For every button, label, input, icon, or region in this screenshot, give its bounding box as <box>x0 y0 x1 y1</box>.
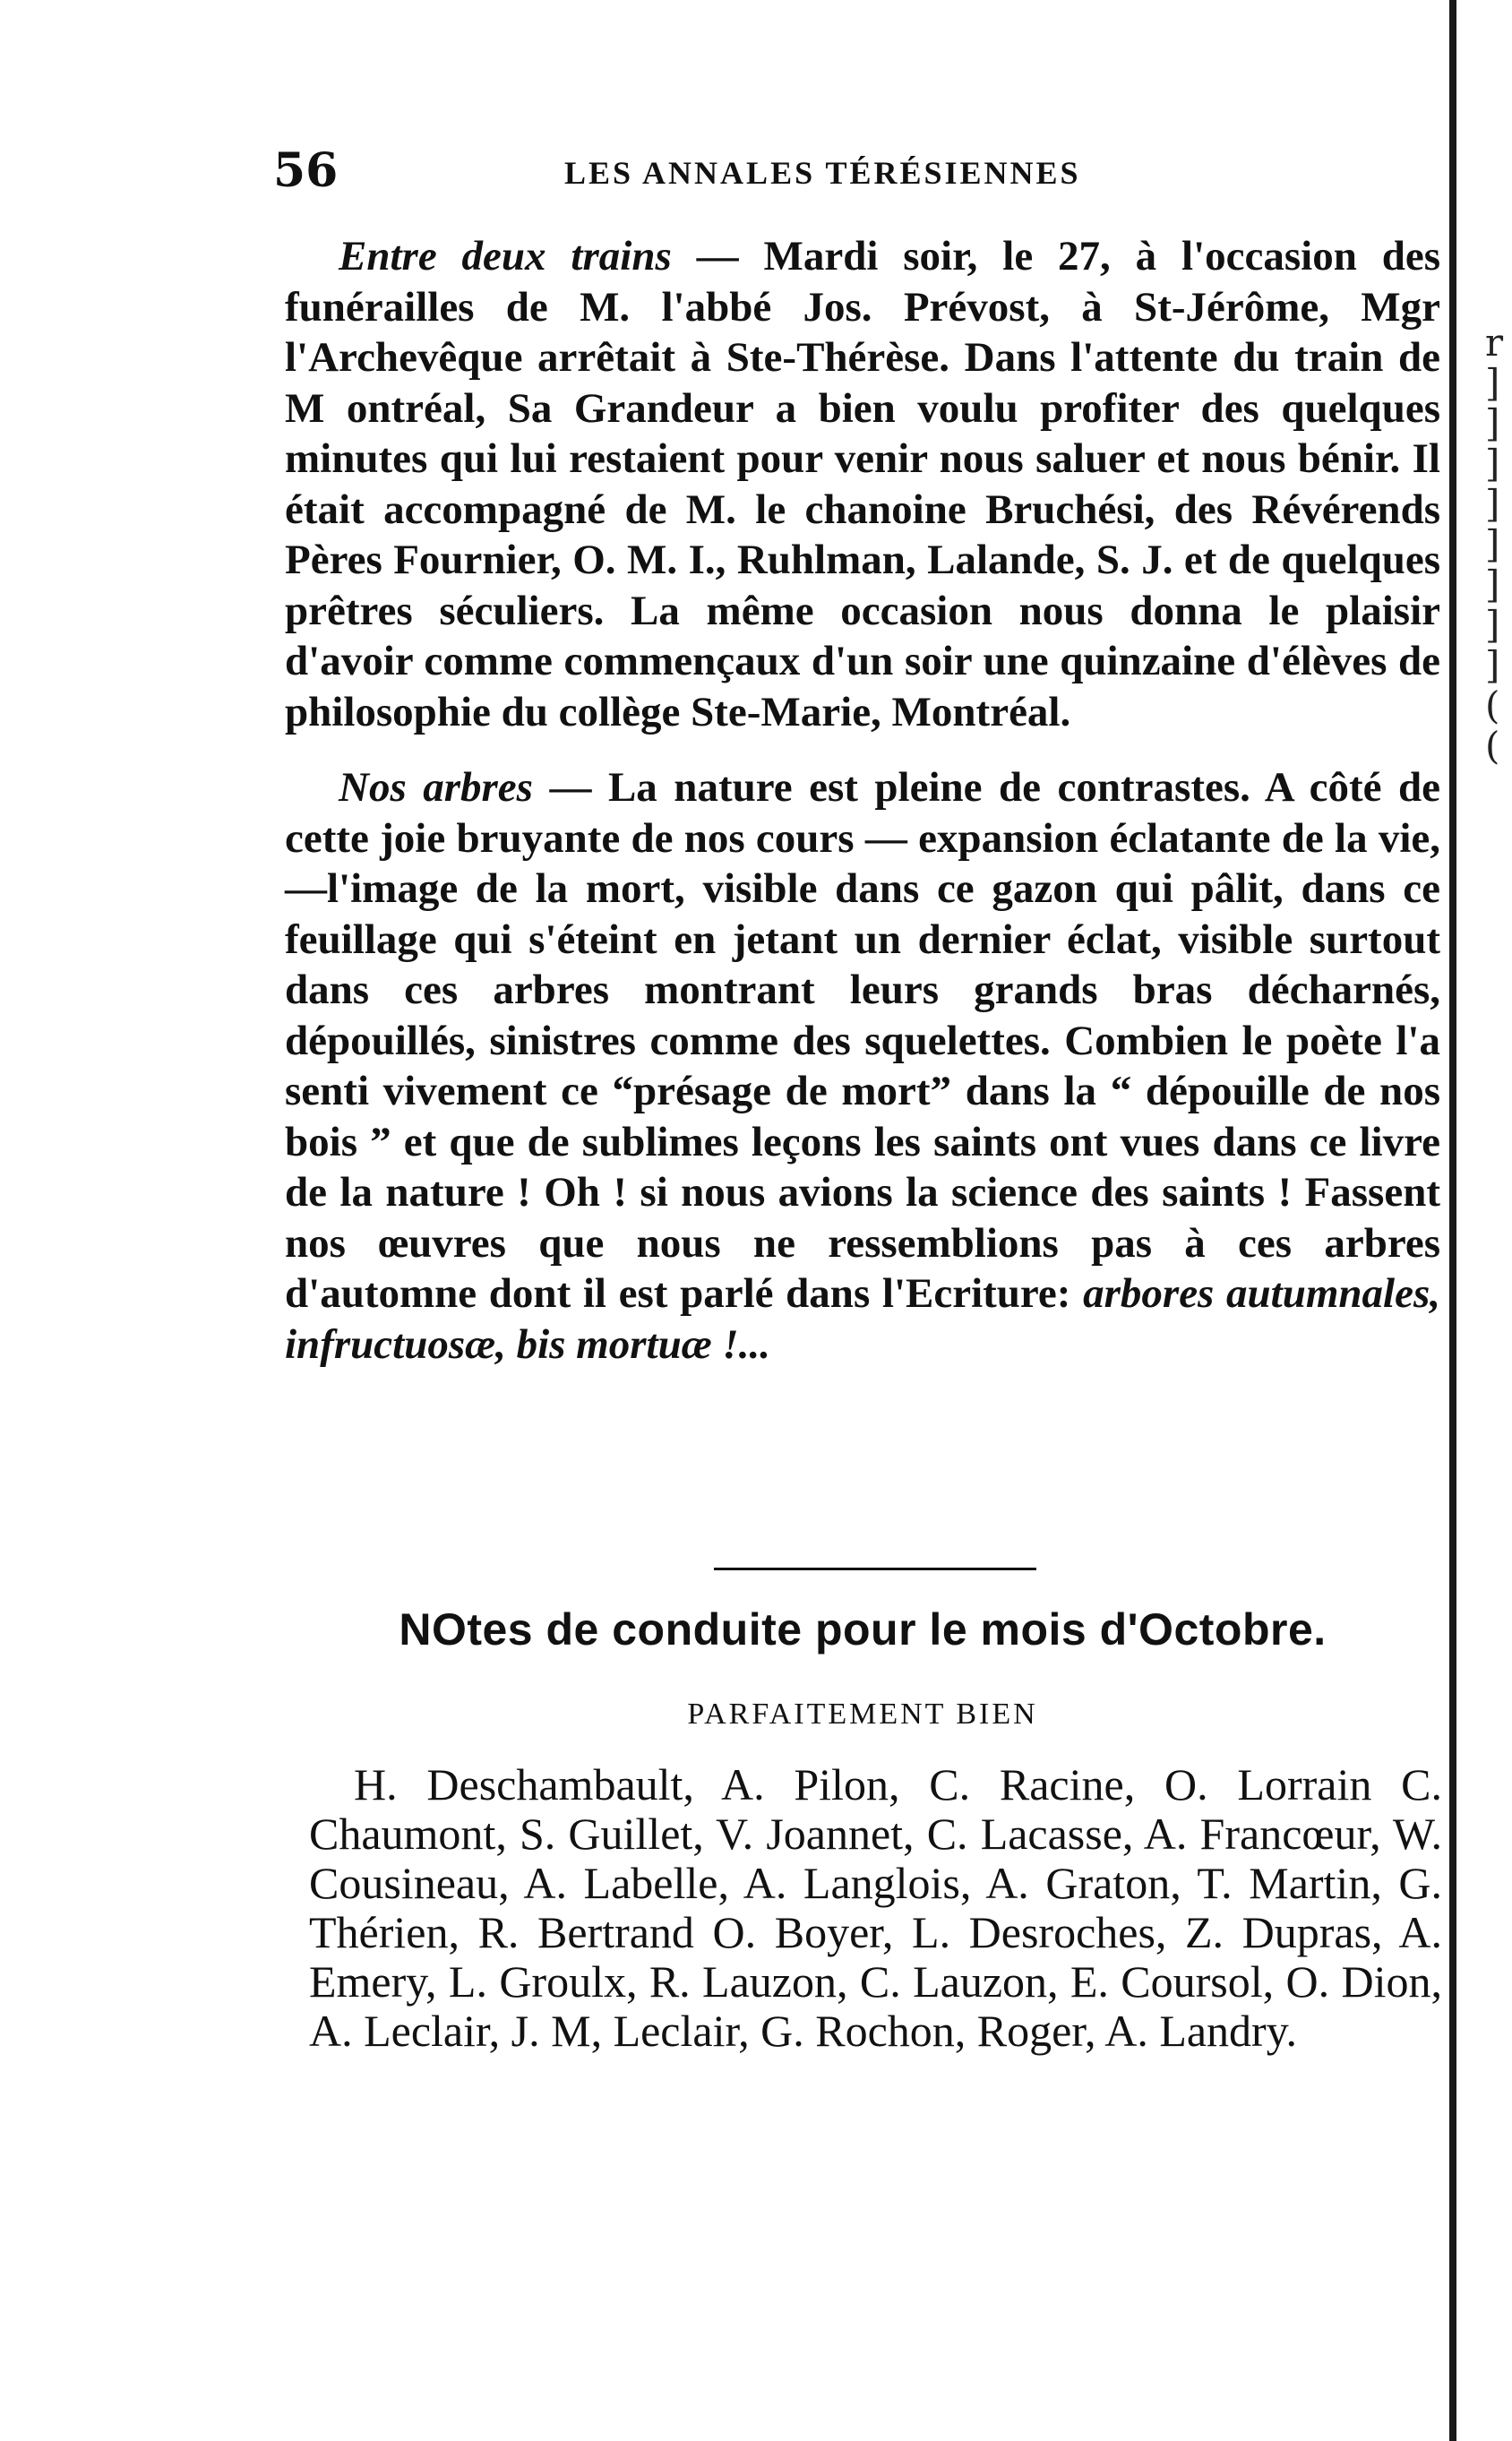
student-names-list: H. Deschambault, A. Pilon, C. Racine, O. Lorrain C. Chaumont, S. Guillet, V. Joannet, C. Lacasse, A. Francœur, W. Cousineau, A. Labelle, A. Langlois, A. Graton, T. Martin, G. Thérien, R. Bertrand O. Boyer, L. Desroches, Z. Dupras, A. Emery, L. Groulx, R. Lauzon, C. Lauzon, E. Coursol, O. Dion, A. Leclair, J. M, Leclair, G. Rochon, Roger, A. Landry. <box>309 1759 1442 2056</box>
paragraph-text: — La nature est pleine de contrastes. A côté de cette joie bruyante de nos cours — expansion éclatante de la vie,—l'image de la mort, visible dans ce gazon qui pâlit, dans ce feuillage qui s'éteint en jetant un dernier éclat, visible surtout dans ces arbres montrant leurs grands bras décharnés, dépouillés, sinistres comme des squelettes. Combien le poète l'a senti vivement ce “présage de mort” dans la “ dépouille de nos bois ” et que de sublimes leçons les saints ont vues dans ce livre de la nature ! Oh ! si nous avions la science des saints ! Fassent nos œuvres que nous ne ressemblions pas à ces arbres d'automne dont il est parlé dans l'Ecriture: <box>285 764 1440 1317</box>
journal-title: LES ANNALES TÉRÉSIENNES <box>564 155 1081 191</box>
facing-page-bleed <box>1485 321 1512 768</box>
bleed-char: r <box>1485 321 1504 365</box>
section-title: NOtes de conduite pour le mois d'Octobre. <box>399 1604 1327 1655</box>
paragraph-lead: Nos arbres <box>339 764 533 811</box>
bleed-char: ] <box>1485 361 1500 405</box>
page-gutter-edge <box>1449 0 1456 2441</box>
article-body <box>285 231 1440 1395</box>
bleed-char: ] <box>1485 643 1500 687</box>
bleed-char: ] <box>1485 603 1500 647</box>
bleed-char: ] <box>1485 563 1500 606</box>
running-head <box>273 143 1438 206</box>
bleed-char: ( <box>1485 683 1500 727</box>
bleed-char: ] <box>1485 482 1500 526</box>
paragraph-text: — Mardi soir, le 27, à l'occasion des funérailles de M. l'abbé Jos. Prévost, à St-Jérôme, Mgr l'Archevêque arrêtait à Ste-Thérèse. Dans l'attente du train de M ontréal, Sa Grandeur a bien voulu profiter des quelques minutes qui lui restaient pour venir nous saluer et nous bénir. Il était accompagné de M. le chanoine Bruchési, des Révérends Pères Fournier, O. M. I., Ruhlman, Lalande, S. J. et de quelques prêtres séculiers. La même occasion nous donna le plaisir d'avoir comme commençaux d'un soir une quinzaine d'élèves de philosophie du collège Ste-Marie, Montréal. <box>285 233 1440 735</box>
article-paragraph-nos-arbres <box>285 762 1440 1370</box>
paragraph-lead: Entre deux trains <box>339 233 672 279</box>
conduct-category: PARFAITEMENT BIEN <box>687 1698 1038 1731</box>
page-number: 56 <box>273 143 339 198</box>
section-divider <box>714 1568 1036 1570</box>
bleed-char: ] <box>1485 522 1500 566</box>
bleed-char: ] <box>1485 401 1500 445</box>
bleed-char: ( <box>1485 724 1500 768</box>
bleed-char: ] <box>1485 442 1500 486</box>
article-paragraph-entre-deux-trains <box>285 231 1440 737</box>
scripture-quote: arbores autumnales, infructuosæ, bis mortuæ !... <box>285 1270 1440 1368</box>
